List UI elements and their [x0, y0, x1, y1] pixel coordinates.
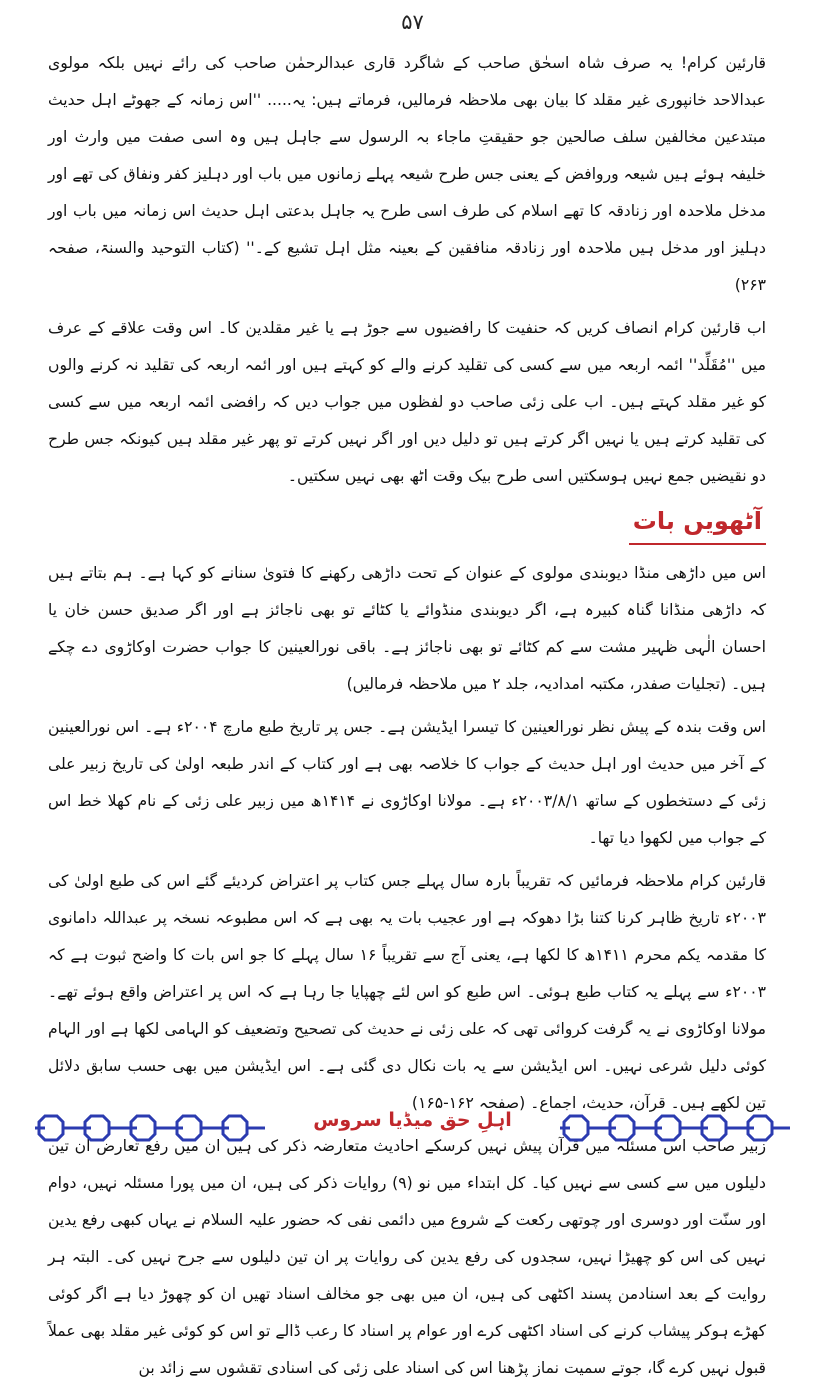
- paragraph-6: زبیر صاحب اس مسئلہ میں قرآن پیش نہیں کرسکے احادیث متعارضہ ذکر کی ہیں ان میں رفع تعارض ان تین دلیلوں میں سے کسی سے نہیں کیا۔ کل ابتداء میں نو (۹) روایات ذکر کی ہیں، ان میں پورا مسئلہ نہیں، دوام اور سنّت اور دوسری اور چوتھی رکعت کے شروع میں دائمی نفی کہ حضور علیہ السلام نے یہاں کبھی رفع یدین نہیں کی اس کو چھیڑا نہیں، سجدوں کی رفع یدین کی روایات پر ان تین دلیلوں سے جرح نہیں کی۔ البتہ ہر روایت کے بعد اسنادمن پسند اکٹھی کی ہیں، ان میں بھی جو مخالف اسناد تھیں ان کو چھوڑ دیا ہے اگر کوئی کھڑے ہوکر پیشاب کرنے کی اسناد اکٹھی کرے اور عوام پر اسناد کا رعب ڈالے تو اس کو کوئی غیر مقلد بھی عملاً قبول نہیں کرے گا، جوتے سمیت نماز پڑھنا اس کی اسناد علی زئی کی اسنادی تقشوں سے زائد بن: [48, 1137, 766, 1377]
- section-heading: آٹھویں بات: [629, 501, 766, 545]
- page-body: [48, 45, 766, 1393]
- paragraph-5: قارئین کرام ملاحظہ فرمائیں کہ تقریباً بارہ سال پہلے جس کتاب پر اعتراض کردیئے گئے اس کی طبع اولیٰ کی ۲۰۰۳ء تاریخ ظاہر کرنا کتنا بڑا دھوکہ ہے اور عجیب بات یہ بھی ہے کہ اس مطبوعہ نسخہ پر عبداللہ دامانوی کا مقدمہ یکم محرم ۱۴۱۱ھ کا لکھا ہے، یعنی آج سے تقریباً ۱۶ سال پہلے کا جو اس بات کا واضح ثبوت ہے کہ ۲۰۰۳ء سے پہلے یہ کتاب طبع ہوئی۔ اس طبع کو اس لئے چھپایا جا رہا ہے کہ اس پر اعتراض واقع ہوئے تھے۔ مولانا اوکاڑوی نے یہ گرفت کروائی تھی کہ علی زئی نے حدیث کی تصحیح وتضعیف کو الہامی لکھا ہے اور الہام کوئی دلیل شرعی نہیں۔ اس ایڈیشن سے یہ بات نکال دی گئی ہے۔ اس ایڈیشن میں بھی حسب سابق دلائل تین لکھے ہیں۔ قرآن، حدیث، اجماع۔ (صفحہ ۱۶۲-۱۶۵): [48, 872, 766, 1112]
- paragraph-3: اس میں داڑھی منڈا دیوبندی مولوی کے عنوان کے تحت داڑھی رکھنے کا فتویٰ سنانے کو کہا ہے۔ ہم بتاتے ہیں کہ داڑھی منڈانا گناہ کبیرہ ہے، اگر دیوبندی منڈوائے یا کٹائے تو بھی ناجائز ہے اور اگر صدیق حسن خان یا احسان الٰہی ظہیر مشت سے کم کٹائے تو بھی ناجائز ہے۔ باقی نورالعینین کا جواب حضرت اوکاڑوی دے چکے ہیں۔ (تجلیات صفدر، مکتبہ امدادیہ، جلد ۲ میں ملاحظہ فرمالیں): [48, 564, 766, 693]
- ornament-motif-icon: [173, 1108, 219, 1148]
- ornament-motif-icon: [560, 1108, 606, 1148]
- paragraph-4: اس وقت بندہ کے پیش نظر نورالعینین کا تیسرا ایڈیشن ہے۔ جس پر تاریخ طبع مارچ ۲۰۰۴ء ہے۔ اس نورالعینین کے آخر میں حدیث اور اہل حدیث کے جواب کا خلاصہ بھی ہے اور کتاب کے اندر طبعہ اولیٰ کی تاریخ زبیر علی زئی کے دستخطوں کے ساتھ ۲۰۰۳/۸/۱ء ہے۔ مولانا اوکاڑوی نے ۱۴۱۴ھ میں زبیر علی زئی کے نام کھلا خط اس کے جواب میں لکھوا دیا تھا۔: [48, 718, 766, 847]
- ornament-motif-icon: [652, 1108, 698, 1148]
- ornament-motif-icon: [35, 1108, 81, 1148]
- ornament-motif-icon: [219, 1108, 265, 1148]
- footer-ornament-right: [520, 1105, 790, 1151]
- footer-title: اہلِ حق میڈیا سروس: [313, 1109, 512, 1131]
- paragraph-2: اب قارئین کرام انصاف کریں کہ حنفیت کا رافضیوں سے جوڑ ہے یا غیر مقلدین کا۔ اس وقت علاقے کے عرف میں ''مُقَلِّد'' ائمہ اربعہ میں سے کسی کی تقلید کرنے والے کو کہتے ہیں اور ائمہ اربعہ کی تقلید نہ کرنے والوں کو غیر مقلد کہتے ہیں۔ اب علی زئی صاحب دو لفظوں میں جواب دیں کہ رافضی ائمہ اربعہ میں سے کسی کی تقلید کرتے ہیں یا نہیں اگر کرتے ہیں تو دلیل دیں اور اگر نہیں کرتے تو پھر غیر مقلد ہیں کیونکہ جس طرح دو نقیضیں جمع نہیں ہوسکتیں اسی طرح بیک وقت اٹھ بھی نہیں سکتیں۔: [48, 319, 766, 485]
- footer-banner: [35, 1105, 790, 1151]
- ornament-motif-icon: [606, 1108, 652, 1148]
- ornament-motif-icon: [744, 1108, 790, 1148]
- section-heading-container: [48, 501, 766, 551]
- ornament-motif-icon: [698, 1108, 744, 1148]
- ornament-motif-icon: [81, 1108, 127, 1148]
- ornament-motif-icon: [127, 1108, 173, 1148]
- footer-ornament-left: [35, 1105, 305, 1151]
- paragraph-1: قارئین کرام! یہ صرف شاہ اسحٰق صاحب کے شاگرد قاری عبدالرحمٰن صاحب کی رائے نہیں بلکہ مولوی عبدالاحد خانپوری غیر مقلد کا بیان بھی ملاحظہ فرمالیں، فرماتے ہیں: یہ..... ''اس زمانہ کے جھوٹے اہل حدیث مبتدعین مخالفین سلف صالحین جو حقیقتِ ماجاء بہ الرسول سے جاہل ہیں وہ اسی صفت میں وارث اور خلیفہ ہوئے ہیں شیعہ وروافض کے یعنی جس طرح شیعہ پہلے زمانوں میں باب اور دہلیز کفر ونفاق کی تھے اور مدخل ملاحدہ اور زنادقہ کا تھے اسلام کی طرف اسی طرح یہ جاہل بدعتی اہل حدیث اس زمانہ میں باب اور دہلیز اور مدخل ہیں ملاحدہ اور زنادقہ منافقین کے بعینہ مثل اہل تشیع کے۔'' (کتاب التوحید والسنۃ، صفحہ ۲۶۳): [48, 54, 766, 294]
- page-number: ۵۷: [401, 10, 424, 34]
